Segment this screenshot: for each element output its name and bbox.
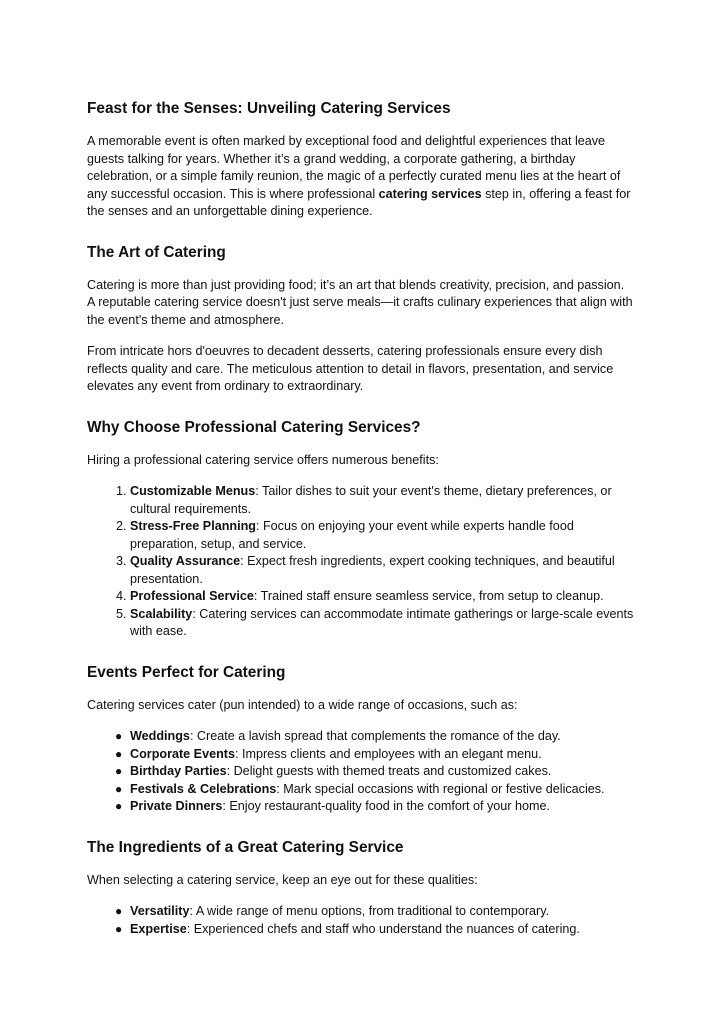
bullet-icon: ● xyxy=(115,904,123,918)
list-item xyxy=(115,781,634,799)
section-why xyxy=(87,418,634,641)
list-item-term: Festivals & Celebrations xyxy=(130,781,277,796)
list-item-text: : Enjoy restaurant-quality food in the comfort of your home. xyxy=(222,799,551,813)
list-item xyxy=(130,588,634,606)
list-item xyxy=(115,903,634,921)
bullet-icon: ● xyxy=(115,799,123,813)
list-item xyxy=(115,763,634,781)
events-lead: Catering services cater (pun intended) to a wide range of occasions, such as: xyxy=(87,697,518,712)
list-item xyxy=(130,483,634,518)
intro-text-before: A memorable event is often marked by exceptional food and delightful experiences that leave guests talking for years. Whether it’s a grand wedding, a corporate gathering, a birthday celebration, or a simple family reunion, the magic of a perfectly curated menu lies at the heart of any successful occasion. This is where professional xyxy=(87,134,621,201)
heading-art-of-catering: The Art of Catering xyxy=(87,243,226,261)
list-item-term: Stress-Free Planning xyxy=(130,519,256,533)
list-item-term: Quality Assurance xyxy=(130,554,241,568)
bullet-icon: ● xyxy=(115,729,123,743)
bullet-icon: ● xyxy=(115,746,123,761)
list-item-text: : Tailor dishes to suit your event's theme, dietary preferences, or cultural requirements. xyxy=(130,484,612,516)
list-item-term: Professional Service xyxy=(130,589,254,603)
list-item xyxy=(130,518,634,553)
bullet-icon: ● xyxy=(115,921,123,936)
list-item-term: Expertise xyxy=(130,921,187,936)
list-item-text: : Experienced chefs and staff who understand the nuances of catering. xyxy=(186,921,580,936)
catering-services-link-text: catering services xyxy=(378,186,482,201)
list-item-term: Weddings xyxy=(130,729,190,743)
list-item-text: : Impress clients and employees with an elegant menu. xyxy=(234,746,542,761)
bullet-icon: ● xyxy=(115,781,123,796)
benefits-list xyxy=(87,483,634,641)
list-item-text: : A wide range of menu options, from traditional to contemporary. xyxy=(189,904,550,918)
art-paragraph-1: Catering is more than just providing food; it’s an art that blends creativity, precision, and passion. A reputable catering service doesn't just serve meals—it crafts culinary experiences that align with the event's theme and atmosphere. xyxy=(87,277,633,327)
heading-ingredients: The Ingredients of a Great Catering Service xyxy=(87,838,404,856)
list-item-text: : Mark special occasions with regional or festive delicacies. xyxy=(276,781,605,796)
bullet-icon: ● xyxy=(115,764,123,778)
list-item-term: Customizable Menus xyxy=(130,484,256,498)
intro-text-after: step in, offering a feast for the senses and an unforgettable dining experience. xyxy=(87,186,631,218)
list-item xyxy=(115,728,634,746)
list-item-text: : Focus on enjoying your event while experts handle food preparation, setup, and service. xyxy=(130,519,574,551)
qualities-list xyxy=(87,903,634,938)
why-lead: Hiring a professional catering service offers numerous benefits: xyxy=(87,452,439,467)
section-ingredients xyxy=(87,838,634,939)
art-paragraph-2: From intricate hors d'oeuvres to decadent desserts, catering professionals ensure every dish reflects quality and care. The meticulous attention to detail in flavors, presentation, and service elevates any event from ordinary to extraordinary. xyxy=(87,344,614,393)
list-item-text: : Expect fresh ingredients, expert cooking techniques, and beautiful presentation. xyxy=(130,554,615,586)
list-item-term: Corporate Events xyxy=(130,746,235,761)
list-item-term: Private Dinners xyxy=(130,799,223,813)
intro-paragraph xyxy=(87,133,634,221)
ingredients-lead: When selecting a catering service, keep an eye out for these qualities: xyxy=(87,872,478,887)
list-item xyxy=(130,606,634,641)
list-item xyxy=(115,921,634,939)
page-title: Feast for the Senses: Unveiling Catering Services xyxy=(87,100,451,117)
list-item-text: : Delight guests with themed treats and customized cakes. xyxy=(226,764,552,778)
section-events xyxy=(87,663,634,816)
list-item xyxy=(115,798,634,816)
list-item-term: Versatility xyxy=(130,904,190,918)
list-item-term: Birthday Parties xyxy=(130,764,227,778)
events-list xyxy=(87,728,634,816)
list-item-term: Scalability xyxy=(130,606,193,621)
list-item xyxy=(115,746,634,764)
list-item-text: : Create a lavish spread that complements the romance of the day. xyxy=(189,729,561,743)
heading-events-perfect: Events Perfect for Catering xyxy=(87,663,286,681)
list-item-text: : Trained staff ensure seamless service, from setup to cleanup. xyxy=(253,589,604,603)
list-item xyxy=(130,553,634,588)
section-art xyxy=(87,243,634,396)
list-item-text: : Catering services can accommodate intimate gatherings or large-scale events with ease. xyxy=(130,606,634,638)
heading-why-choose: Why Choose Professional Catering Services? xyxy=(87,418,421,436)
